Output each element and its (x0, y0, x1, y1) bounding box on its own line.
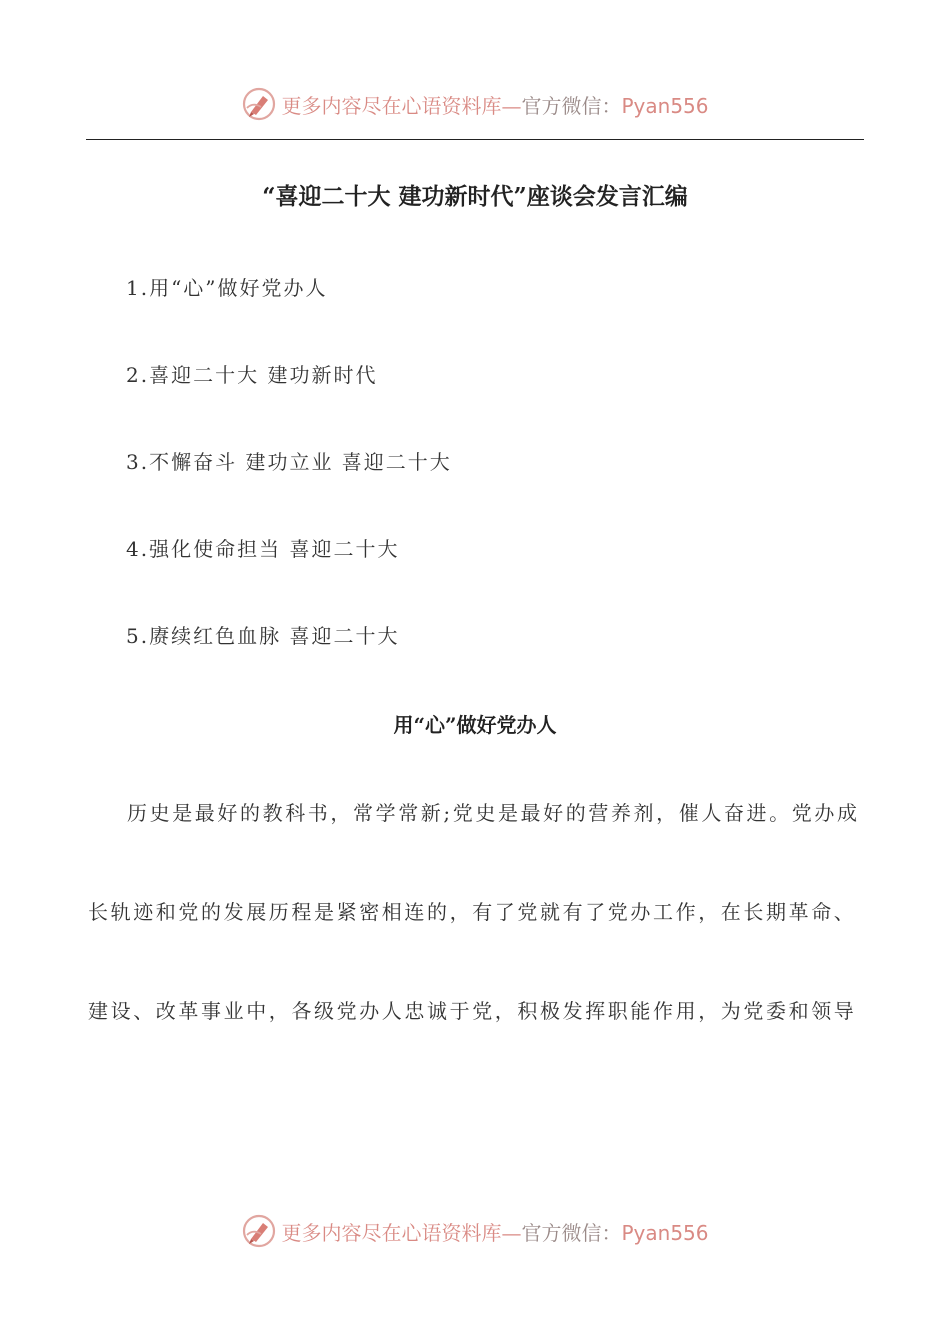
toc-item: 2.喜迎二十大 建功新时代 (126, 363, 378, 387)
promo-text (281, 90, 708, 119)
toc-item: 3.不懈奋斗 建功立业 喜迎二十大 (126, 450, 452, 474)
body-text-line: 建设、改革事业中，各级党办人忠诚于党，积极发挥职能作用，为党委和领导 (88, 999, 857, 1023)
promo-line: 更多内容尽在心语资料库— (281, 1220, 522, 1245)
toc-item: 5.赓续红色血脉 喜迎二十大 (126, 624, 400, 648)
promo-line: 更多内容尽在心语资料库— (281, 93, 522, 118)
header-banner (0, 84, 950, 124)
wechat-id: Pyan556 (621, 93, 709, 118)
section-title: 用“心”做好党办人 (393, 713, 557, 737)
body-text-line: 历史是最好的教科书，常学常新;党史是最好的营养剂，催人奋进。党办成 (127, 801, 860, 825)
toc-item: 4.强化使命担当 喜迎二十大 (126, 537, 400, 561)
document-title: “喜迎二十大 建功新时代”座谈会发言汇编 (262, 183, 688, 210)
pen-nib-logo-icon (241, 1213, 277, 1249)
wechat-id: Pyan556 (621, 1220, 709, 1245)
header-divider (86, 139, 864, 140)
body-text-line: 长轨迹和党的发展历程是紧密相连的，有了党就有了党办工作，在长期革命、 (88, 900, 857, 924)
pen-nib-logo-icon (241, 86, 277, 122)
toc-item: 1.用“心”做好党办人 (126, 276, 328, 300)
table-of-contents (126, 272, 452, 707)
wechat-label: 官方微信： (521, 1220, 622, 1245)
wechat-label: 官方微信： (521, 93, 622, 118)
footer-banner (0, 1211, 950, 1251)
promo-text (281, 1217, 708, 1246)
